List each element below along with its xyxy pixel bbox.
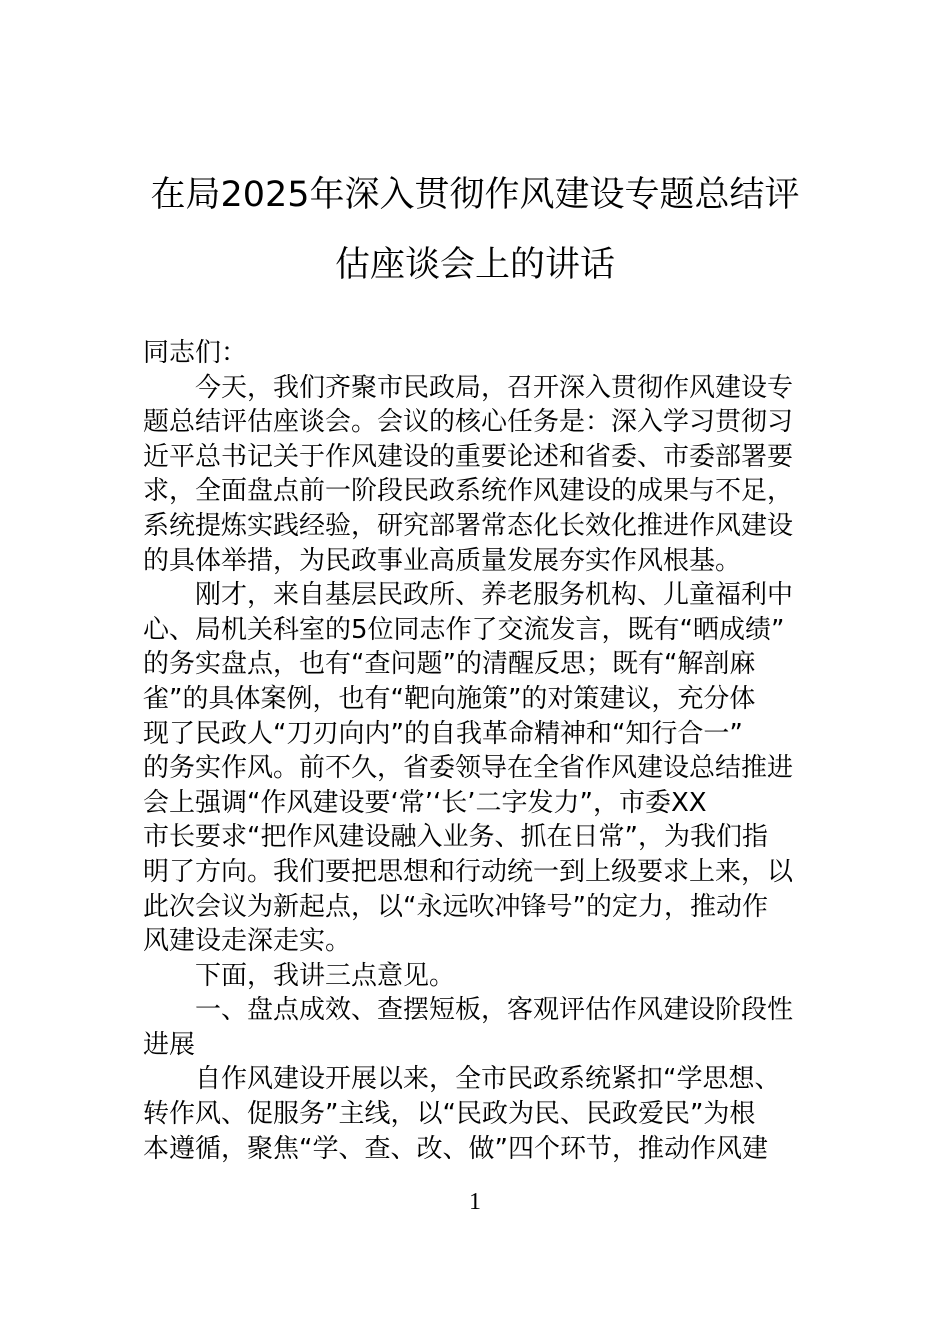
page-number: 1 — [469, 1189, 481, 1215]
body-text-line: 本遵循，聚焦“学、查、改、做”四个环节，推动作风建 — [143, 1133, 768, 1164]
body-text-line: 雀”的具体案例，也有“靶向施策”的对策建议，充分体 — [143, 683, 756, 714]
body-text-line: 求，全面盘点前一阶段民政系统作风建设的成果与不足， — [143, 476, 794, 507]
body-text-line: 一、盘点成效、查摆短板，客观评估作风建设阶段性 — [195, 995, 794, 1026]
body-text-line: 自作风建设开展以来，全市民政系统紧扣“学思想、 — [195, 1064, 781, 1095]
body-text-line: 题总结评估座谈会。会议的核心任务是：深入学习贯彻习 — [143, 407, 794, 438]
body-text-line: 系统提炼实践经验，研究部署常态化长效化推进作风建设 — [143, 510, 794, 541]
body-text-line: 心、局机关科室的5位同志作了交流发言，既有“晒成绩” — [143, 614, 785, 645]
body-text-line: 市长要求“把作风建设融入业务、抓在日常”，为我们指 — [143, 822, 768, 853]
body-text-line: 同志们： — [143, 338, 248, 368]
body-text-line: 下面，我讲三点意见。 — [195, 960, 456, 991]
body-text-line: 风建设走深走实。 — [143, 926, 352, 957]
body-text-line: 现了民政人“刀刃向内”的自我革命精神和“知行合一” — [143, 718, 743, 749]
body-text-line: 会上强调“作风建设要‘常’‘长’二字发力”，市委XX — [143, 787, 707, 818]
body-text-line: 转作风、促服务”主线，以“民政为民、民政爱民”为根 — [143, 1099, 756, 1130]
document-title-line-2: 估座谈会上的讲话 — [334, 245, 615, 285]
body-text-line: 近平总书记关于作风建设的重要论述和省委、市委部署要 — [143, 441, 794, 472]
body-text-line: 刚才，来自基层民政所、养老服务机构、儿童福利中 — [195, 580, 794, 611]
body-text-line: 的务实盘点，也有“查问题”的清醒反思；既有“解剖麻 — [143, 649, 756, 680]
body-text-line: 的务实作风。前不久，省委领导在全省作风建设总结推进 — [143, 753, 794, 784]
body-text-line: 此次会议为新起点，以“永远吹冲锋号”的定力，推动作 — [143, 891, 768, 922]
body-text-line: 明了方向。我们要把思想和行动统一到上级要求上来，以 — [143, 856, 794, 887]
document-title-line-1: 在局2025年深入贯彻作风建设专题总结评 — [150, 175, 800, 215]
document-body — [143, 336, 808, 1166]
body-text-line: 进展 — [143, 1029, 196, 1060]
body-text-line: 的具体举措，为民政事业高质量发展夯实作风根基。 — [143, 545, 742, 576]
body-text-line: 今天，我们齐聚市民政局，召开深入贯彻作风建设专 — [195, 372, 794, 403]
